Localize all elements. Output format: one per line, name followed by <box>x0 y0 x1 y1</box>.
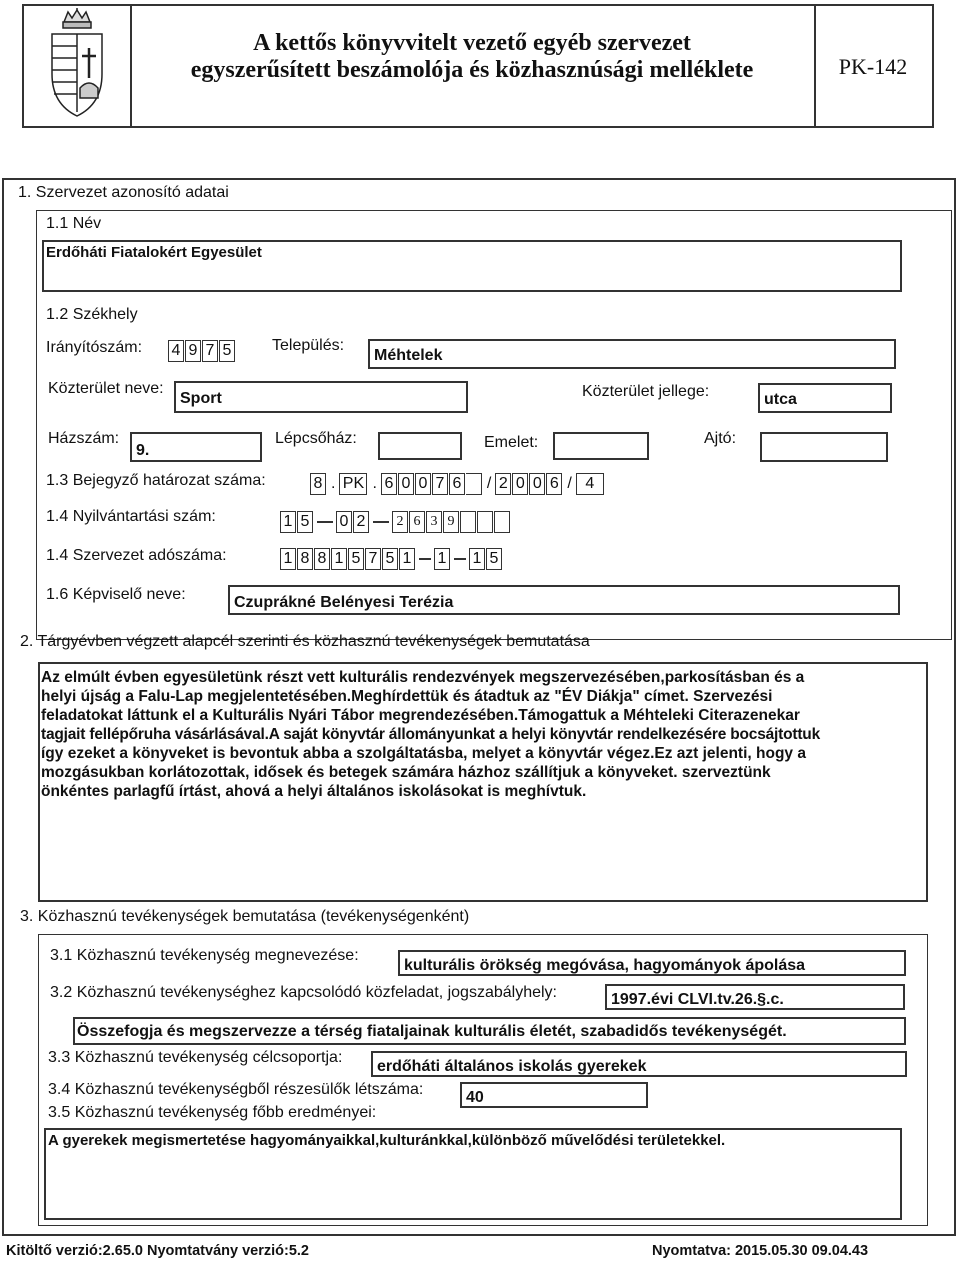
tax-digit: 5 <box>382 548 398 570</box>
house-field[interactable] <box>130 432 262 462</box>
registry-digit: 3 <box>426 511 442 533</box>
section1-title: 1. Szervezet azonosító adatai <box>18 184 229 201</box>
door-label: Ajtó: <box>704 430 737 447</box>
reg-separator: / <box>567 475 572 492</box>
section2-line: mozgásukban korlátozottak, idősek és betegek számára házhoz szállítjuk a könyveket. szerveztünk <box>41 764 771 781</box>
registry-digit <box>460 511 476 533</box>
results-field[interactable] <box>44 1128 902 1220</box>
floor-label: Emelet: <box>484 434 539 451</box>
activity-label: 3.1 Közhasznú tevékenység megnevezése: <box>50 947 359 964</box>
reg-digit: 6 <box>546 473 562 495</box>
task-field[interactable] <box>605 984 905 1010</box>
section2-line: önkéntes parlagfű írtást, ahová a helyi általános iskolásokat is meghívtuk. <box>41 783 587 800</box>
tax-dash <box>419 558 431 560</box>
section2-text <box>41 668 927 801</box>
reg-digit: 2 <box>495 473 511 495</box>
task-description-field[interactable] <box>73 1017 906 1045</box>
section2-title: 2. Tárgyévben végzett alapcél szerinti és közhasznú tevékenységek bemutatása <box>20 633 590 650</box>
header-divider-left <box>130 4 132 128</box>
registry-digits[interactable] <box>280 511 511 533</box>
hungarian-coat-of-arms-icon <box>44 8 110 120</box>
form-title-line2: egyszerűsített beszámolója és közhasznúsági melléklete <box>190 57 754 83</box>
task-value: 1997.évi CLVI.tv.26.§.c. <box>611 991 784 1008</box>
house-value: 9. <box>136 442 150 459</box>
city-label: Település: <box>272 337 345 354</box>
section2-line: feladatokat láttunk el a Kulturális Nyári Tábor megrendezésében.Támogattuk a Méhteleki Citerazenekar <box>41 707 800 724</box>
tax-digit: 1 <box>331 548 347 570</box>
reg-digit-blank <box>466 473 482 495</box>
street-value: Sport <box>180 390 222 407</box>
reg-digit: 6 <box>381 473 397 495</box>
form-code: PK-142 <box>838 54 908 79</box>
city-field[interactable] <box>368 339 896 369</box>
registry-digit <box>494 511 510 533</box>
registry-dash <box>317 521 333 523</box>
house-label: Házszám: <box>48 430 120 447</box>
task-label: 3.2 Közhasznú tevékenységhez kapcsolódó közfeladat, jogszabályhely: <box>50 984 557 1001</box>
rep-field[interactable] <box>228 585 900 615</box>
registry-digit: 2 <box>392 511 408 533</box>
target-field[interactable] <box>371 1051 907 1077</box>
stair-field[interactable] <box>378 432 462 460</box>
street-field[interactable] <box>174 381 468 413</box>
form-title <box>133 30 811 84</box>
count-value: 40 <box>466 1089 484 1106</box>
target-value: erdőháti általános iskolás gyerekek <box>377 1058 647 1075</box>
city-value: Méhtelek <box>374 347 443 364</box>
activity-field[interactable] <box>398 950 906 976</box>
count-label: 3.4 Közhasznú tevékenységből részesülők létszáma: <box>48 1081 424 1098</box>
reg-separator: . <box>331 475 336 492</box>
reg-digit: 0 <box>512 473 528 495</box>
reg-court-code: PK <box>339 473 367 495</box>
tax-label: 1.4 Szervezet adószáma: <box>46 547 227 564</box>
section2-line: így ezeket a könyveket is bevontuk abba a szolgáltatásba, melyet a könyvtár végez.Ez azt jelenti, hogy a <box>41 745 806 762</box>
reg-decision-label: 1.3 Bejegyző határozat száma: <box>46 472 266 489</box>
tax-digit: 1 <box>469 548 485 570</box>
seat-label: 1.2 Székhely <box>46 306 138 323</box>
count-field[interactable] <box>460 1082 648 1108</box>
name-label: 1.1 Név <box>46 215 102 232</box>
tax-digit: 5 <box>348 548 364 570</box>
reg-digit: 0 <box>415 473 431 495</box>
zip-digit: 4 <box>168 340 184 362</box>
tax-digit: 1 <box>280 548 296 570</box>
tax-digit: 1 <box>434 548 450 570</box>
tax-digit: 7 <box>365 548 381 570</box>
section2-line: Az elmúlt évben egyesületünk részt vett kulturális rendezvények megszervezésében,parkosításban és a <box>41 669 805 686</box>
footer-printed: Nyomtatva: 2015.05.30 09.04.43 <box>652 1243 869 1259</box>
reg-digit: 0 <box>529 473 545 495</box>
street-label: Közterület neve: <box>48 380 164 397</box>
name-value: Erdőháti Fiatalokért Egyesület <box>46 244 262 261</box>
reg-decision-digits[interactable] <box>310 473 605 495</box>
reg-digit: 8 <box>310 473 326 495</box>
reg-separator: / <box>486 475 492 492</box>
zip-label: Irányítószám: <box>46 339 143 356</box>
target-label: 3.3 Közhasznú tevékenység célcsoportja: <box>48 1049 343 1066</box>
zip-digit: 9 <box>185 340 201 362</box>
registry-digit: 1 <box>280 511 296 533</box>
section2-textarea[interactable] <box>38 662 928 902</box>
reg-separator: . <box>372 475 377 492</box>
reg-digit: 7 <box>432 473 448 495</box>
street-type-value: utca <box>764 391 797 408</box>
floor-field[interactable] <box>553 432 649 460</box>
registry-digit: 5 <box>297 511 313 533</box>
tax-digit: 5 <box>486 548 502 570</box>
section2-line: helyi újság a Falu-Lap megjelentetésében.Meghírdettük és átadtuk az "ÉV Diákja" címet. Szervezési <box>41 688 773 705</box>
section2-line: tagjait fellépőruha vásárlásával.A saját könyvtár állományunkat a helyi könyvtár rendelkezésére bocsájtottuk <box>41 726 820 743</box>
rep-value: Czuprákné Belényesi Terézia <box>234 594 454 611</box>
form-title-line1: A kettős könyvvitelt vezető egyéb szervezet <box>253 30 691 56</box>
section3-title: 3. Közhasznú tevékenységek bemutatása (tevékenységenként) <box>20 908 470 925</box>
registry-digit: 9 <box>443 511 459 533</box>
stair-label: Lépcsőház: <box>275 430 357 447</box>
activity-value: kulturális örökség megóvása, hagyományok ápolása <box>404 957 806 974</box>
door-field[interactable] <box>760 432 888 462</box>
footer-version: Kitöltő verzió:2.65.0 Nyomtatvány verzió:5.2 <box>6 1243 309 1259</box>
zip-digit: 7 <box>202 340 218 362</box>
tax-digit: 8 <box>297 548 313 570</box>
street-type-field[interactable] <box>758 383 892 413</box>
reg-digit: 0 <box>398 473 414 495</box>
tax-dash <box>454 558 466 560</box>
street-type-label: Közterület jellege: <box>582 383 710 400</box>
results-label: 3.5 Közhasznú tevékenység főbb eredményei: <box>48 1104 377 1121</box>
tax-digit: 8 <box>314 548 330 570</box>
rep-label: 1.6 Képviselő neve: <box>46 586 186 603</box>
name-field[interactable] <box>42 240 902 292</box>
tax-digits[interactable] <box>280 548 503 570</box>
registry-digit: 2 <box>353 511 369 533</box>
registry-digit: 6 <box>409 511 425 533</box>
registry-label: 1.4 Nyilvántartási szám: <box>46 508 216 525</box>
task-description-value: Összefogja és megszervezze a térség fiataljainak kulturális életét, szabadidős tevékenységét. <box>77 1023 787 1040</box>
tax-digit: 1 <box>399 548 415 570</box>
registry-digit: 0 <box>336 511 352 533</box>
zip-digits[interactable] <box>168 340 236 362</box>
zip-digit: 5 <box>219 340 235 362</box>
reg-digit: 6 <box>449 473 465 495</box>
reg-digit: 4 <box>576 473 604 495</box>
registry-digit <box>477 511 493 533</box>
registry-dash <box>373 521 389 523</box>
results-value: A gyerekek megismertetése hagyományaikkal,kulturánkkal,különböző művelődési területekkel. <box>48 1132 726 1149</box>
